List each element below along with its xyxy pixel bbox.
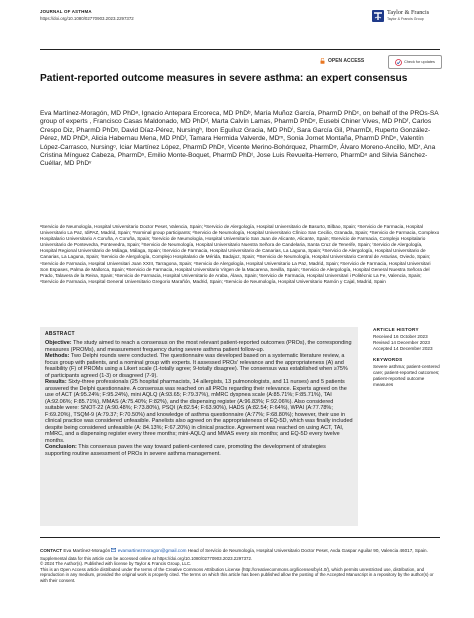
taylor-francis-logo-icon (372, 10, 384, 22)
open-access-badge (320, 58, 364, 64)
contact-address: Head of Servicio de Neumología, Hospital Universitario Doctor Peset, Avda Gaspar Aguilar 90, Valencia 46017, Spain. (187, 548, 428, 553)
article-sidebar (373, 327, 440, 388)
check-for-updates-icon (395, 59, 402, 66)
keywords-heading: KEYWORDS (373, 357, 403, 363)
results-label: Results: (45, 379, 67, 385)
affiliations: ᵃServicio de Neumología, Hospital Universitario Doctor Peset, Valencia, Spain; ᵇServicio de Alergología, Hospital Universitario de Basurto, Bilbao, Spain; ᶜServicio de Farmacia, Hospital Universitario La Paz, IdiPAZ, Madrid, Spain; *Nominal group participants; ᵈServicio de Neumología, Hospital Universitario Clínico San Cecilio, Granada, Spain; ᵉServicio de Farmacia, Complexo Hospitalario Universitario A Coruña, A Coruña, Spain; ᶠServicio de Neumología, Hospital Universitario San Juan de Alicante, Alicante, Spain; ᵍServicio de Farmacia, Complejo Hospitalario Universitario de Pontevedra, Pontevedra, Spain; ʰServicio de Neumología, Hospital Universitario Nuestra Señora de Candelaria, Santa Cruz de Tenerife, Spain; ⁱServicio de Alergología, Hospital Regional Universitario de Málaga, Málaga, Spain; ʲServicio de Farmacia, Hospital Universitario de Canarias, La Laguna, Spain; ᵏServicio de Alergología, Hospital Universitario de Canarias, La Laguna, Spain; ˡServicio de Alergología, Complejo Hospitalario de Mérida, Badajoz, Spain; ᵐServicio de Neumología, Hospital Universitario Central de Asturias, Oviedo, Spain; ⁿServicio de Farmacia, Hospital Universitari Joan XXIII, Tarragona, Spain; ᵒServicio de Alergología, Hospital Universitario La Paz, Madrid, Spain; ᵖServicio de Farmacia, Hospital Universitari Son Espases, Palma de Mallorca, Spain; ᵠServicio de Farmacia, Hospital Universitario Virgen de la Macarena, Sevilla, Spain; ʳServicio de Alergología, Hospital General Nuestra Señora del Prado, Talavera de la Reina, Spain; ˢServicio de Farmacia, Hospital Universitario de Araba, Álava, Spain; ᵗServicio de Farmacia, Hospital Universitari i Politècnic La Fe, Valencia, Spain; ᵘServicio de Farmacia, Hospital General Universitario Gregorio Marañón, Madrid, Spain; ᵛServicio de Neumología, Hospital Universitario Ramón y Cajal, Madrid, Spain (40, 224, 440, 284)
supplemental-note: Supplemental data for this article can be accessed online at https://doi.org/10.1080/02770903.2023.2297372. (40, 556, 253, 561)
journal-header (40, 9, 440, 35)
accepted-date: Accepted 14 December 2023 (373, 345, 433, 351)
abstract-body (45, 340, 353, 457)
footnotes (40, 556, 440, 583)
publisher-group: Taylor & Francis Group (387, 17, 424, 21)
abstract-box (40, 327, 358, 526)
check-for-updates-label: Check for updates (404, 60, 435, 64)
keywords-list: Severe asthma; patient-centered care; patient-reported outcomes; patient-reported outcome measures (373, 364, 440, 387)
copyright-note: © 2024 The Author(s). Published with license by Taylor & Francis Group, LLC. (40, 561, 192, 567)
methods-label: Methods: (45, 353, 70, 359)
contact-email[interactable]: evamartinezmoragon@gmail.com (117, 548, 187, 553)
article-title: Patient-reported outcome measures in severe asthma: an expert consensus (40, 73, 408, 84)
check-for-updates-button[interactable] (388, 55, 442, 69)
open-access-label: OPEN ACCESS (328, 58, 365, 64)
article-history-heading: ARTICLE HISTORY (373, 327, 419, 332)
objective-text: The study aimed to reach a consensus on the most relevant patient-reported outcomes (PROs), the corresponding measures (PROMs), and measurement frequency during severe asthma patient follow-up. (45, 340, 352, 353)
contact-line (40, 548, 440, 554)
doi-link[interactable]: https://doi.org/10.1080/02770903.2023.2297372 (40, 16, 134, 21)
received-date: Received 16 October 2023 (373, 334, 428, 339)
methods-text: Two Delphi rounds were conducted. The questionnaire was developed based on a systematic literature review, a focus group with patients, and a nominal group with experts. It assessed PROs' relevance and the appropriateness (A) and feasibility (F) of PROMs using a Likert scale (1-totally agree; 9-totally disagree). The consensus was established when ≥75% of participants agreed (1-3) or disagreed (7-9). (45, 353, 348, 379)
results-text: Sixty-three professionals (25 hospital pharmacists, 14 allergists, 13 pulmonologists, and 11 nurses) and 5 patients answered the Delphi questionnaire. A consensus was reached on all PROs regarding their relevance. Experts agreed on the use of ACT (A:95.24%; F:95.24%), mini AQLQ (A:93.65; F:79.37%), mMRC dyspnea scale (A:85.71%; F:85.71%), TAI (A:92.06%; F:85.71%), MMAS (A:75.40%; F:82%), and the dispensing register (A:96.83%; F:92.06%). Also considered suitable were: SNOT-22 (A:90.48%; F:73.80%), PSQI (A:82.54; F:63.90%), HADS (A:82.54; F:64%), WPAI (A:77.78%; F:69.20%), TSQM-9 (A:79.37; F:70.50%) and knowledge of asthma questionnaire (A:77%; F:68.80%); however, their use in clinical practice was considered unfeasible. Panelists also agreed on the appropriateness of EQ-5D, which was finally included despite being considered unfeasible (A: 84.13%; F:67.20%) in clinical practice. Agreement was reached on using ACT, TAI, mMRC, and a dispensing register every three months; mini-AQLQ and MMAS every six months; and EQ-5D every twelve months. (45, 379, 353, 444)
license-note: This is an Open Access article distributed under the terms of the Creative Commons Attribution License (http://creativecommons.org/licenses/by/4.0/), which permits unrestricted use, distribution, and reproduction in any medium, provided the original work is properly cited. The terms on which this article has been published allow the posting of the Accepted Manuscript in a repository by the author(s) or with their consent. (40, 566, 434, 583)
journal-name: JOURNAL OF ASTHMA (40, 9, 92, 14)
header-rule (40, 49, 440, 50)
conclusion-label: Conclusion: (45, 444, 77, 450)
publisher-name: Taylor & Francis (387, 9, 430, 16)
open-access-lock-icon (320, 58, 325, 64)
objective-label: Objective: (45, 340, 72, 346)
publisher-logo[interactable] (372, 9, 440, 31)
abstract-heading: ABSTRACT (45, 331, 75, 337)
revised-date: Revised 14 December 2023 (373, 339, 430, 345)
author-list: Eva Martínez-Moragón, MD PhDᵃ, Ignacio Antepara Ercoreca, MD PhDᵇ, María Muñoz García, PharmD PhDᶜ, on behalf of the PROs-SA group of experts , Francisco Casas Maldonado, MD PhDᵈ, Marta Calvín Lamas, PharmD PhDᵉ, Eusebi Chiner Vives, MD PhDᶠ, Carlos Crespo Diz, PharmD PhDᵍ, David Díaz-Pérez, Nursingʰ, Ibon Eguíluz Gracia, MD PhDⁱ, Sara García Gil, PharmDʲ, Ruperto González-Pérez, MD PhDᵏ, Alicia Habernau Mena, MD PhDˡ, Tamara Hermida Valverde, MDᵐ, Sonia Jornet Montaña, PharmD PhDⁿ, Valentín López-Carrasco, Nursingᵒ, Iciar Martínez López, PharmD PhDᵖ, Vicente Merino-Bohórquez, PharmDᵠ, Álvaro Moreno-Ancillo, MDʳ, Ana Cristina Mínguez Cabeza, PharmDˢ, Emilio Monte-Boquet, PharmD PhDᵗ, Jose Luis Revuelta-Herrero, PharmDᵘ and Silvia Sánchez-Cuéllar, MD PhDᵛ (40, 110, 439, 168)
footer-rule (40, 537, 440, 538)
contact-name: Eva Martínez-Moragón (63, 548, 111, 553)
contact-label: CONTACT (40, 548, 63, 553)
email-icon (111, 548, 116, 552)
conclusion-text: This consensus paves the way toward patient-centered care, promoting the development of strategies supporting routine assessment of PROs in severe asthma management. (45, 444, 326, 457)
